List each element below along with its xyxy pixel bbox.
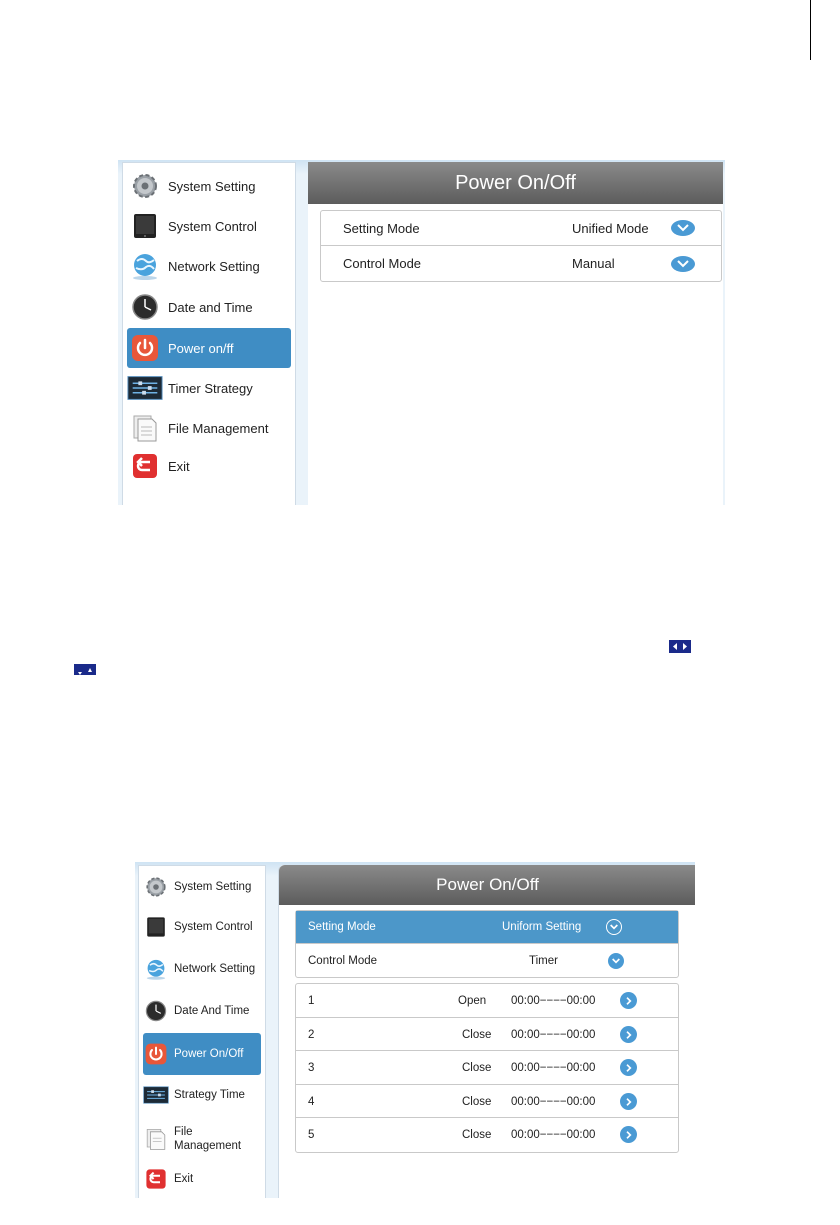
timer-index: 5: [308, 1129, 315, 1141]
sidebar-item-label: File Management: [168, 420, 269, 436]
content-panel: [278, 865, 695, 1198]
sidebar-item-file-management[interactable]: [127, 411, 291, 445]
control-mode-row[interactable]: [296, 943, 678, 977]
timer-time-range: 00:00−−−−00:00: [511, 1095, 596, 1108]
row-value: Unified Mode: [572, 220, 649, 236]
timer-time-range: 00:00−−−−00:00: [511, 1028, 596, 1041]
timer-time-range: 00:00−−−−00:00: [511, 1062, 596, 1074]
settings-screen-manual: [118, 160, 725, 505]
timer-state: Close: [462, 1095, 492, 1108]
sidebar-item-timer-strategy[interactable]: [127, 371, 291, 405]
timer-index: 2: [308, 1028, 315, 1041]
mode-settings-panel: [320, 210, 722, 282]
globe-icon: [143, 956, 169, 982]
sidebar-item-label: System Control: [174, 921, 253, 933]
globe-icon: [127, 251, 163, 281]
timer-time-range: 00:00−−−−00:00: [511, 1129, 596, 1141]
page-margin-rule: [810, 0, 811, 60]
clock-icon: [127, 292, 163, 322]
sidebar-item-date-and-time[interactable]: [127, 290, 291, 324]
sidebar-item-system-setting[interactable]: [127, 169, 291, 203]
sidebar-item-label: Date And Time: [174, 1005, 250, 1017]
row-value: Timer: [529, 954, 558, 967]
sidebar-item-label: Network Setting: [174, 963, 256, 975]
sidebar-item-exit[interactable]: [127, 449, 291, 483]
chevron-down-icon[interactable]: [608, 953, 624, 969]
sidebar-item-label: Power On/Off: [174, 1048, 244, 1060]
timer-row[interactable]: [296, 1084, 678, 1118]
sliders-icon: [127, 373, 163, 403]
row-label: Setting Mode: [343, 220, 420, 236]
sidebar-item-label: System Setting: [168, 178, 256, 194]
timer-list-panel: [295, 983, 679, 1153]
chevron-right-icon[interactable]: [620, 1126, 637, 1143]
row-label: Control Mode: [308, 954, 378, 967]
timer-index: 4: [308, 1095, 315, 1108]
gear-icon: [143, 874, 169, 900]
timer-row[interactable]: [296, 1050, 678, 1085]
settings-screen-timer: [135, 862, 695, 1198]
sidebar-item-exit[interactable]: [143, 1162, 261, 1196]
clock-icon: [143, 998, 169, 1024]
sidebar-item-label: Exit: [174, 1173, 194, 1185]
sidebar-item-label: System Setting: [174, 881, 252, 893]
sidebar-menu: [122, 162, 296, 505]
power-icon: [143, 1041, 169, 1067]
row-value: Uniform Setting: [502, 921, 582, 933]
up-down-keys-icon: [74, 664, 96, 675]
document-icon: [143, 1126, 169, 1152]
page-title: Power On/Off: [308, 162, 723, 204]
sidebar-item-system-control[interactable]: [127, 209, 291, 243]
gear-icon: [127, 171, 163, 201]
sidebar-item-system-control[interactable]: [143, 910, 261, 944]
setting-mode-row[interactable]: [321, 211, 721, 245]
exit-icon: [143, 1166, 169, 1192]
sidebar-item-label: Exit: [168, 458, 190, 474]
chevron-right-icon[interactable]: [620, 1059, 637, 1076]
sidebar-item-label: Timer Strategy: [168, 380, 253, 396]
timer-state: Close: [462, 1028, 492, 1041]
power-icon: [127, 333, 163, 363]
chevron-right-icon[interactable]: [620, 992, 637, 1009]
sidebar-item-power-on-off[interactable]: [127, 328, 291, 368]
chevron-right-icon[interactable]: [620, 1026, 637, 1043]
mode-settings-panel: [295, 910, 679, 978]
timer-row[interactable]: [296, 984, 678, 1017]
sidebar-item-system-setting[interactable]: [143, 870, 261, 904]
sliders-icon: [143, 1082, 169, 1108]
timer-state: Close: [462, 1062, 492, 1074]
sidebar-item-date-and-time[interactable]: [143, 994, 261, 1028]
sidebar-item-power-on-off[interactable]: [143, 1033, 261, 1075]
row-label: Setting Mode: [308, 921, 376, 933]
sidebar-item-label: Date and Time: [168, 299, 253, 315]
chevron-right-icon[interactable]: [620, 1093, 637, 1110]
timer-index: 1: [308, 994, 315, 1007]
sidebar-item-label: System Control: [168, 218, 257, 234]
timer-row[interactable]: [296, 1017, 678, 1051]
chevron-down-icon[interactable]: [671, 256, 695, 272]
left-right-keys-icon: [669, 640, 691, 653]
tablet-icon: [127, 211, 163, 241]
exit-icon: [127, 451, 163, 481]
control-mode-row[interactable]: [321, 245, 721, 281]
chevron-down-icon[interactable]: [671, 220, 695, 236]
sidebar-item-label: Network Setting: [168, 258, 260, 274]
sidebar-item-network-setting[interactable]: [127, 249, 291, 283]
page-title: Power On/Off: [279, 865, 695, 905]
chevron-down-icon[interactable]: [606, 919, 622, 935]
row-value: Manual: [572, 256, 615, 271]
content-panel: [308, 162, 723, 505]
sidebar-item-label: Power on/ff: [168, 340, 234, 356]
sidebar-item-strategy-time[interactable]: [143, 1078, 261, 1112]
sidebar-menu: [138, 865, 266, 1198]
setting-mode-row[interactable]: [296, 911, 678, 943]
document-icon: [127, 413, 163, 443]
row-label: Control Mode: [343, 256, 422, 271]
timer-state: Open: [458, 994, 487, 1007]
sidebar-item-label: File Management: [174, 1126, 242, 1152]
tablet-icon: [143, 914, 169, 940]
timer-state: Close: [462, 1129, 492, 1141]
sidebar-item-file-management[interactable]: [143, 1121, 261, 1157]
timer-time-range: 00:00−−−−00:00: [511, 994, 596, 1007]
sidebar-item-network-setting[interactable]: [143, 952, 261, 986]
timer-index: 3: [308, 1062, 315, 1074]
timer-row[interactable]: [296, 1117, 678, 1152]
sidebar-item-label: Strategy Time: [174, 1089, 245, 1101]
